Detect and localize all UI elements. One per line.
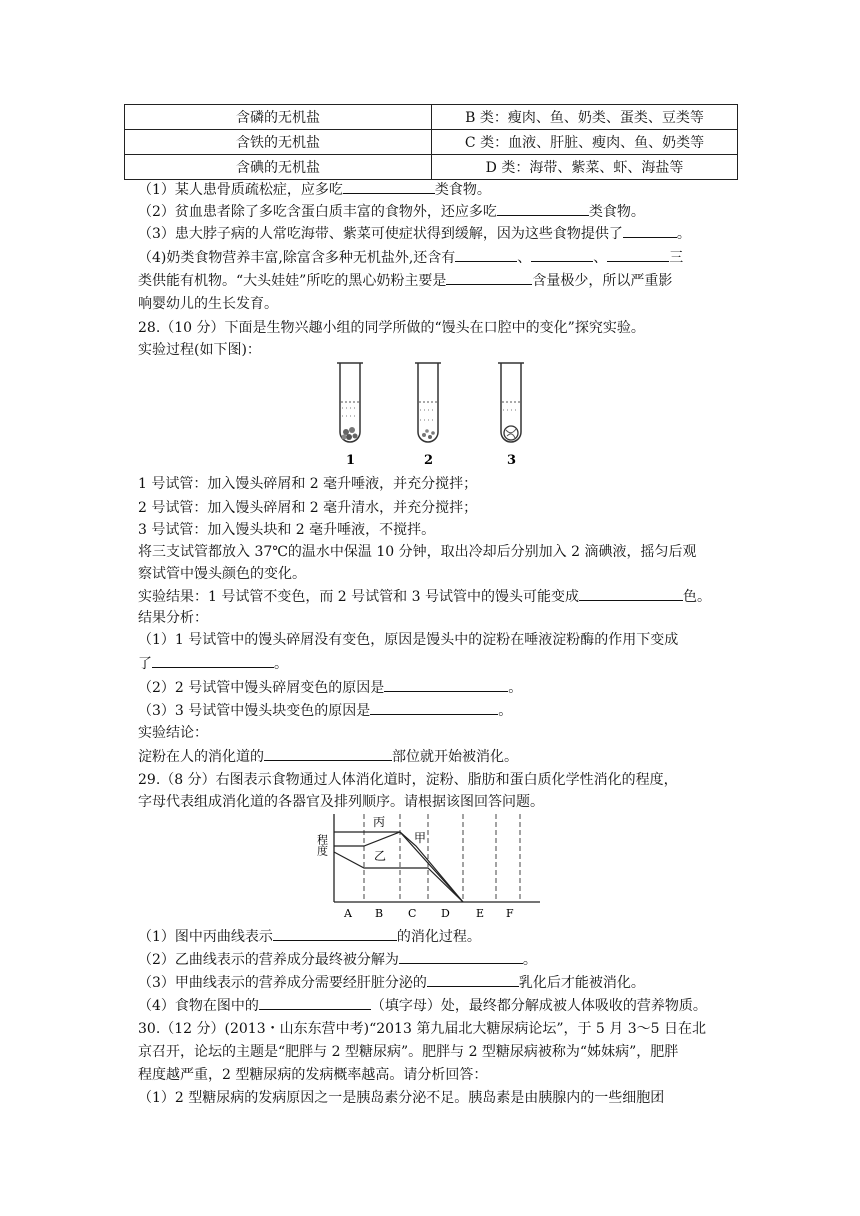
q27-line-2: （2）贫血患者除了多吃含蛋白质丰富的食物外，还应多吃 类食物。 <box>138 204 645 220</box>
q28-step-2: 察试管中馒头颜色的变化。 <box>138 566 306 582</box>
x-tick-label: C <box>408 907 417 920</box>
answer-blank[interactable] <box>455 248 517 262</box>
q29-line-1: 29.（8 分）右图表示食物通过人体消化道时，淀粉、脂肪和蛋白质化学性消化的程度， <box>138 772 678 788</box>
digestion-curve-figure <box>310 810 550 922</box>
test-tube-3 <box>498 363 524 442</box>
organ-dividers <box>364 814 520 902</box>
answer-blank[interactable] <box>384 678 508 692</box>
y-axis-label: 程度 <box>315 834 329 856</box>
q29-q4: （4）食物在图中的 （填字母）处，最终都分解成被人体吸收的营养物质。 <box>138 998 707 1014</box>
q30-line-1: 30.（12 分）(2013・山东东营中考)“2013 第九届北大糖尿病论坛”，于 5 月 3～5 日在北 <box>138 1021 706 1037</box>
tube-label: 3 <box>507 453 517 468</box>
test-tubes-figure <box>326 358 536 470</box>
q27-line-1: （1）某人患骨质疏松症，应多吃 类食物。 <box>138 182 491 198</box>
answer-blank[interactable] <box>152 654 274 668</box>
q28-a3: （3）3 号试管中馒头块变色的原因是 。 <box>138 703 513 719</box>
q28-a1-cont: 了 。 <box>138 656 288 672</box>
x-tick-label: E <box>476 907 485 920</box>
x-tick-label: A <box>344 907 352 920</box>
answer-blank[interactable] <box>370 701 498 715</box>
curve-jia <box>334 832 463 902</box>
table-cell: 含铁的无机盐 <box>125 130 432 155</box>
table-cell: C 类：血液、肝脏、瘦肉、鱼、奶类等 <box>432 130 738 155</box>
q30-line-4: （1）2 型糖尿病的发病原因之一是胰岛素分泌不足。胰岛素是由胰腺内的一些细胞团 <box>138 1090 665 1106</box>
table-cell: 含碘的无机盐 <box>125 155 432 180</box>
answer-blank[interactable] <box>446 271 532 285</box>
q28-title: 28.（10 分）下面是生物兴趣小组的同学所做的“馒头在口腔中的变化”探究实验。 <box>138 320 645 336</box>
curve-bing <box>334 832 463 902</box>
answer-blank[interactable] <box>399 950 523 964</box>
q29-line-2: 字母代表组成消化道的各器官及排列顺序。请根据该图回答问题。 <box>138 794 544 810</box>
curve-label: 甲 <box>414 831 427 845</box>
q29-q3: （3）甲曲线表示的营养成分需要经肝脏分泌的 乳化后才能被消化。 <box>138 975 645 991</box>
answer-blank[interactable] <box>607 248 669 262</box>
q28-conclusion-line: 淀粉在人的消化道的 部位就开始被消化。 <box>138 749 518 765</box>
q27-line-5: 类供能有机物。“大头娃娃”所吃的黑心奶粉主要是 含量极少，所以严重影 <box>138 273 673 289</box>
answer-blank[interactable] <box>531 248 593 262</box>
q27-line-6: 响婴幼儿的生长发育。 <box>138 296 278 312</box>
x-tick-label: B <box>375 907 384 920</box>
q28-result: 实验结果：1 号试管不变色，而 2 号试管和 3 号试管中的馒头可能变成 色。 <box>138 589 711 605</box>
q29-q2: （2）乙曲线表示的营养成分最终被分解为 。 <box>138 952 537 968</box>
q28-process: 实验过程(如下图)： <box>138 342 261 358</box>
answer-blank[interactable] <box>343 180 435 194</box>
answer-blank[interactable] <box>497 202 589 216</box>
q28-tube2: 2 号试管：加入馒头碎屑和 2 毫升清水，并充分搅拌； <box>138 500 478 516</box>
table-cell: D 类：海带、紫菜、虾、海盐等 <box>432 155 738 180</box>
answer-blank[interactable] <box>259 996 371 1010</box>
tube-label: 1 <box>346 453 356 468</box>
answer-blank[interactable] <box>264 747 392 761</box>
table-cell: B 类：瘦肉、鱼、奶类、蛋类、豆类等 <box>432 105 738 130</box>
answer-blank[interactable] <box>623 224 677 238</box>
tube-label: 2 <box>424 453 434 468</box>
q28-tube1: 1 号试管：加入馒头碎屑和 2 毫升唾液，并充分搅拌； <box>138 476 478 492</box>
q27-line-4: （4)奶类食物营养丰富,除富含多种无机盐外,还含有 、 、 三 <box>138 250 684 266</box>
table-cell: 含磷的无机盐 <box>125 105 432 130</box>
q28-step-1: 将三支试管都放入 37℃的温水中保温 10 分钟，取出冷却后分别加入 2 滴碘液，摇匀后观 <box>138 544 697 560</box>
q28-conclusion: 实验结论： <box>138 725 208 741</box>
answer-blank[interactable] <box>579 587 683 601</box>
answer-blank[interactable] <box>427 973 519 987</box>
mineral-food-table <box>124 104 738 180</box>
test-tube-1 <box>337 363 363 442</box>
q27-line-3: （3）患大脖子病的人常吃海带、紫菜可使症状得到缓解，因为这些食物提供了 。 <box>138 226 691 242</box>
table-row <box>125 130 738 155</box>
x-tick-label: D <box>441 907 450 920</box>
q28-a2: （2）2 号试管中馒头碎屑变色的原因是 。 <box>138 680 523 696</box>
curve-yi <box>334 852 463 902</box>
table-row <box>125 155 738 180</box>
q28-a1: （1）1 号试管中的馒头碎屑没有变色，原因是馒头中的淀粉在唾液淀粉酶的作用下变成 <box>138 632 679 648</box>
curve-label: 乙 <box>374 849 387 863</box>
curve-label: 丙 <box>373 815 386 829</box>
answer-blank[interactable] <box>273 927 397 941</box>
x-tick-label: F <box>506 907 514 920</box>
table-row <box>125 105 738 130</box>
q29-q1: （1）图中丙曲线表示 的消化过程。 <box>138 929 481 945</box>
test-tube-2 <box>415 363 441 442</box>
q30-line-3: 程度越严重，2 型糖尿病的发病概率越高。请分析回答： <box>138 1067 488 1083</box>
q28-analysis: 结果分析： <box>138 610 208 626</box>
q28-tube3: 3 号试管：加入馒头块和 2 毫升唾液，不搅拌。 <box>138 522 436 538</box>
q30-line-2: 京召开，论坛的主题是“肥胖与 2 型糖尿病”。肥胖与 2 型糖尿病被称为“姊妹病”，肥胖 <box>138 1044 679 1060</box>
